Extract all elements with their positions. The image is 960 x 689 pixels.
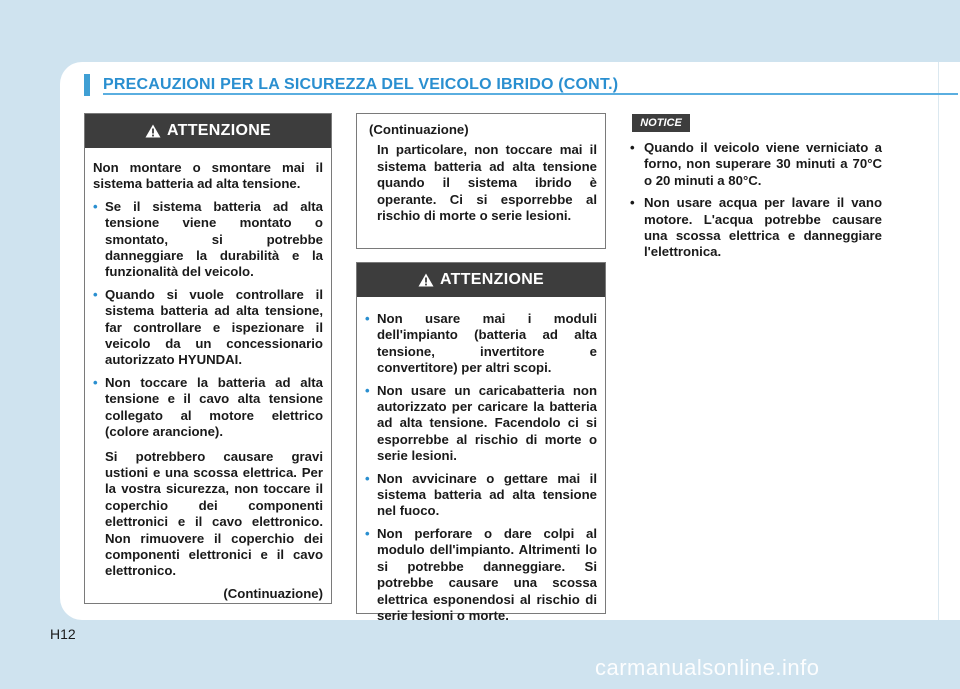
- margin-rule: [938, 62, 939, 620]
- list-item: • Non usare mai i moduli dell'impianto (batteria ad alta tensione, invertitore e convertitore) per altri scopi.: [365, 311, 597, 376]
- bullet-dot-icon: •: [365, 311, 370, 326]
- bullet-dot-icon: •: [365, 470, 370, 486]
- warning-triangle-icon: [145, 124, 161, 138]
- warning-heading: ATTENZIONE: [166, 122, 272, 139]
- intro-text: Non montare o smontare mai il sistema batteria ad alta tensione.: [93, 160, 323, 192]
- notice-body: [622, 140, 882, 267]
- title-underline: [103, 93, 958, 95]
- warning-panel-middle: [356, 262, 606, 623]
- list-item: • Quando si vuole controllare il sistema batteria ad alta tensione, far controllare e ispezionare il veicolo da un concessionario autorizzato HYUNDAI.: [93, 286, 323, 368]
- warning-header: [85, 114, 331, 148]
- warning-body: [85, 148, 331, 602]
- bullet-dot-icon: •: [93, 198, 98, 214]
- title-accent-bar: [84, 74, 90, 96]
- list-item: • Quando il veicolo viene verniciato a forno, non superare 30 minuti a 70°C o 20 minuti a 80°C.: [630, 140, 882, 188]
- bullet-dot-icon: •: [365, 382, 370, 398]
- watermark: carmanualsonline.info: [595, 655, 820, 680]
- continued-text: In particolare, non toccare mai il sistema batteria ad alta tensione quando il sistema ibrido è operante. Ci si esporrebbe al rischio di morte o serie lesioni.: [377, 142, 597, 224]
- warning-heading: ATTENZIONE: [439, 271, 545, 288]
- bullet-dot-icon: •: [93, 286, 98, 302]
- continued-body: [357, 114, 605, 224]
- continued-label: (Continuazione): [369, 122, 469, 137]
- page-number: H12: [50, 626, 76, 642]
- list-item: • Non toccare la batteria ad alta tensione e il cavo alta tensione collegato al motore elettrico (colore arancione).: [93, 374, 323, 440]
- list-item: • Non usare acqua per lavare il vano motore. L'acqua potrebbe causare una scossa elettrica e danneggiare l'elettronica.: [630, 195, 882, 260]
- extra-text: Si potrebbero causare gravi ustioni e una scossa elettrica. Per la vostra sicurezza, non toccare il coperchio dei componenti elettronici e il cavo elettronico. Non rimuovere il coperchio dei componenti elettronici e il cavo elettronico.: [105, 448, 323, 579]
- continued-panel: [356, 113, 606, 249]
- bullet-dot-icon: •: [630, 140, 635, 155]
- bullet-dot-icon: •: [365, 525, 370, 541]
- warning-header: [357, 263, 605, 297]
- warning-triangle-icon: [418, 273, 434, 287]
- warning-body: [357, 297, 605, 624]
- page-title: PRECAUZIONI PER LA SICUREZZA DEL VEICOLO IBRIDO (CONT.): [103, 76, 619, 93]
- continued-label: (Continuazione): [223, 585, 323, 601]
- list-item: • Non avvicinare o gettare mai il sistema batteria ad alta tensione nel fuoco.: [365, 470, 597, 519]
- list-item: • Non perforare o dare colpi al modulo dell'impianto. Altrimenti lo si potrebbe danneggiare. Si potrebbe causare una scossa elettrica esponendosi al rischio di serie lesioni o morte.: [365, 525, 597, 623]
- list-item: • Se il sistema batteria ad alta tensione viene montato o smontato, si potrebbe danneggiare la durabilità e la funzionalità del veicolo.: [93, 198, 323, 280]
- warning-panel-left: [84, 113, 332, 604]
- list-item: • Non usare un caricabatteria non autorizzato per caricare la batteria ad alta tensione. Facendolo ci si esporrebbe al rischio di morte o serie lesioni.: [365, 382, 597, 464]
- notice-badge: NOTICE: [632, 114, 690, 132]
- bullet-dot-icon: •: [630, 195, 635, 211]
- bullet-dot-icon: •: [93, 374, 98, 390]
